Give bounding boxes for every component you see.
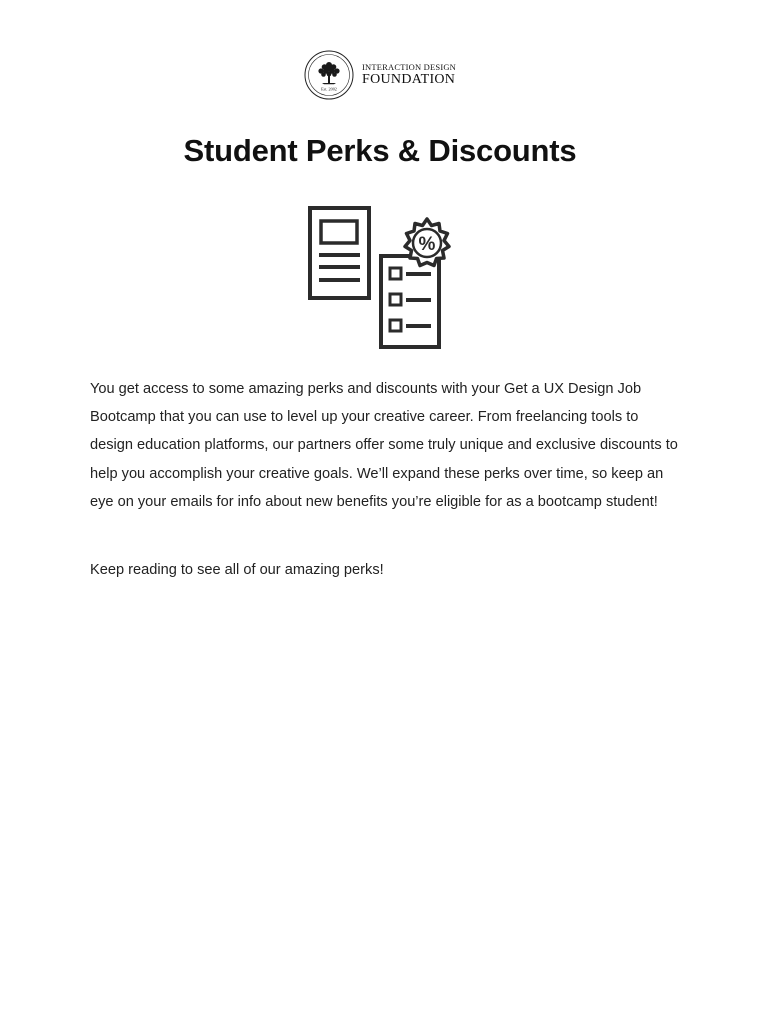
logo — [304, 50, 456, 100]
perks-illustration — [304, 204, 456, 350]
keep-reading-paragraph: Keep reading to see all of our amazing perks! — [90, 562, 384, 578]
tree-seal-icon — [304, 50, 354, 100]
document-icon — [310, 208, 369, 298]
percent-symbol: % — [418, 234, 436, 255]
logo-seal-text: Est. 2002 — [321, 86, 337, 92]
logo-name-line1: INTERACTION DESIGN — [362, 61, 457, 72]
logo-name-line2: FOUNDATION — [362, 72, 456, 88]
page-title: Student Perks & Discounts — [183, 133, 577, 168]
checklist-icon — [381, 256, 439, 347]
intro-paragraph: You get access to some amazing perks and discounts with your Get a UX Design Job Bootcamp that you can use to level up your creative career. From freelancing tools to design education platforms, our partners offer some truly unique and exclusive discounts to help you accomplish your creative goals. We’ll expand these perks over time, so keep an eye on your emails for info about new benefits you’re eligible for as a bootcamp student! — [90, 381, 678, 510]
percent-badge-icon — [405, 219, 449, 266]
logo-wordmark — [362, 63, 456, 88]
